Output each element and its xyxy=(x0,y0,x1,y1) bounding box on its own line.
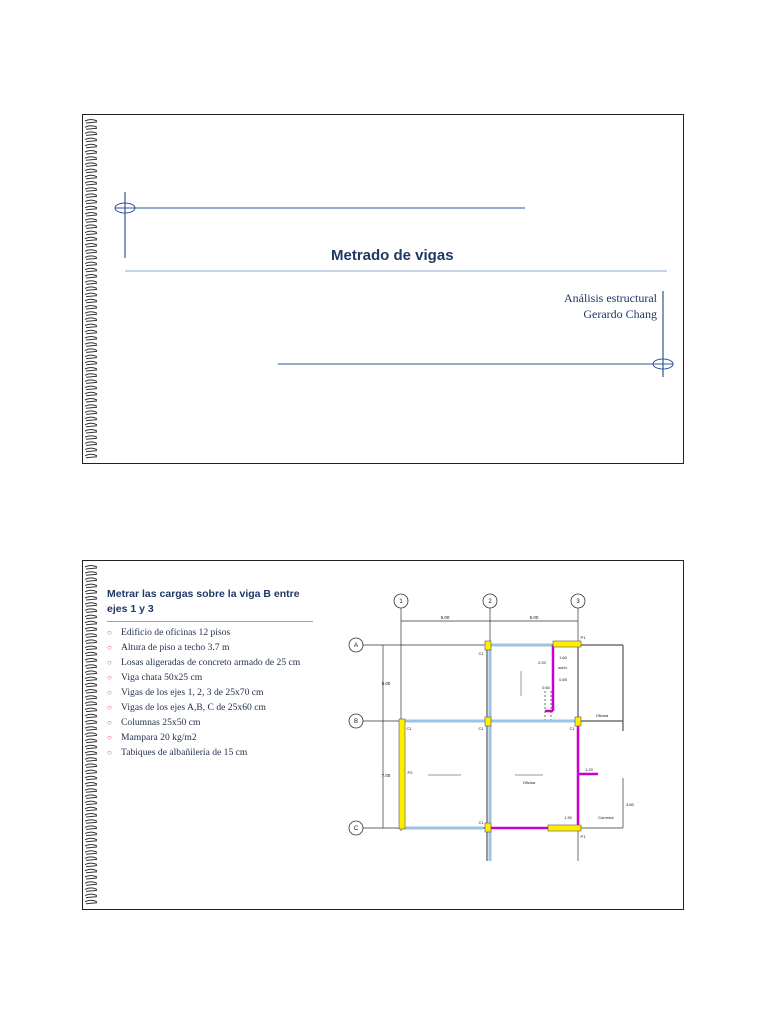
bullet-icon: ○ xyxy=(107,673,112,682)
bullet-icon: ○ xyxy=(107,643,112,652)
svg-text:C1: C1 xyxy=(569,726,575,731)
svg-text:5.00: 5.00 xyxy=(381,681,391,686)
svg-text:3: 3 xyxy=(576,599,580,605)
slide-problem xyxy=(82,560,684,910)
svg-text:C1: C1 xyxy=(406,726,412,731)
subtitle-author: Gerardo Chang xyxy=(583,307,657,321)
svg-text:3.80: 3.80 xyxy=(626,802,634,807)
bullet-icon: ○ xyxy=(107,748,112,757)
mampara-lines xyxy=(487,645,598,828)
svg-text:2.20: 2.20 xyxy=(538,660,546,665)
svg-text:7.00: 7.00 xyxy=(381,773,391,778)
subtitle-course: Análisis estructural xyxy=(564,291,657,305)
svg-text:Oficina: Oficina xyxy=(522,780,536,785)
svg-text:Oficina: Oficina xyxy=(595,713,609,718)
bullet-icon: ○ xyxy=(107,658,112,667)
slide-title-text: Metrado de vigas xyxy=(331,247,454,264)
list-item: ○ Losas aligeradas de concreto armado de 25 cm xyxy=(107,657,301,668)
svg-text:0.60: 0.60 xyxy=(542,685,550,690)
svg-text:A: A xyxy=(353,643,359,649)
problem-bullet-list xyxy=(105,625,325,760)
bullet-icon: ○ xyxy=(107,718,112,727)
svg-text:0.65: 0.65 xyxy=(559,677,567,682)
title-decoration xyxy=(83,115,683,463)
slide-title xyxy=(82,114,684,464)
svg-text:1.30: 1.30 xyxy=(564,815,572,820)
bullet-icon: ○ xyxy=(107,688,112,697)
list-item: ○ Mampara 20 kg/m2 xyxy=(107,732,197,743)
floor-plan-diagram xyxy=(345,589,645,869)
svg-text:2: 2 xyxy=(488,599,492,605)
list-item: ○ Vigas de los ejes 1, 2, 3 de 25x70 cm xyxy=(107,687,264,698)
slide-subtitle xyxy=(564,290,657,322)
svg-text:C1: C1 xyxy=(478,820,484,825)
svg-text:1: 1 xyxy=(399,599,403,605)
bullet-icon: ○ xyxy=(107,733,112,742)
list-item: ○ Columnas 25x50 cm xyxy=(107,717,201,728)
svg-text:1.60: 1.60 xyxy=(559,655,567,660)
svg-text:P1: P1 xyxy=(580,635,586,640)
list-item: ○ Edificio de oficinas 12 pisos xyxy=(107,627,231,638)
svg-text:6.00: 6.00 xyxy=(440,615,450,620)
plan-labels xyxy=(354,599,635,839)
axis-bubbles xyxy=(349,594,585,835)
svg-text:P1: P1 xyxy=(580,834,586,839)
svg-text:B: B xyxy=(353,719,359,725)
list-item: ○ Altura de piso a techo 3.7 m xyxy=(107,642,230,653)
bullet-icon: ○ xyxy=(107,703,112,712)
svg-text:sshh.: sshh. xyxy=(558,665,568,670)
title-divider xyxy=(107,621,313,622)
svg-text:1.20: 1.20 xyxy=(585,767,593,772)
list-item: ○ Vigas de los ejes A,B, C de 25x60 cm xyxy=(107,702,266,713)
bullet-icon: ○ xyxy=(107,628,112,637)
problem-title: Metrar las cargas sobre la viga B entre ejes 1 y 3 xyxy=(107,588,300,615)
spiral-binding-icon xyxy=(83,561,103,909)
svg-text:Corredor: Corredor xyxy=(598,815,614,820)
svg-text:P2: P2 xyxy=(407,770,413,775)
svg-text:5.00: 5.00 xyxy=(529,615,539,620)
list-item: ○ Tabiques de albañilería de 15 cm xyxy=(107,747,248,758)
list-item: ○ Viga chata 50x25 cm xyxy=(107,672,203,683)
svg-text:C: C xyxy=(353,826,359,832)
svg-text:C1: C1 xyxy=(478,651,484,656)
svg-text:C1: C1 xyxy=(478,726,484,731)
